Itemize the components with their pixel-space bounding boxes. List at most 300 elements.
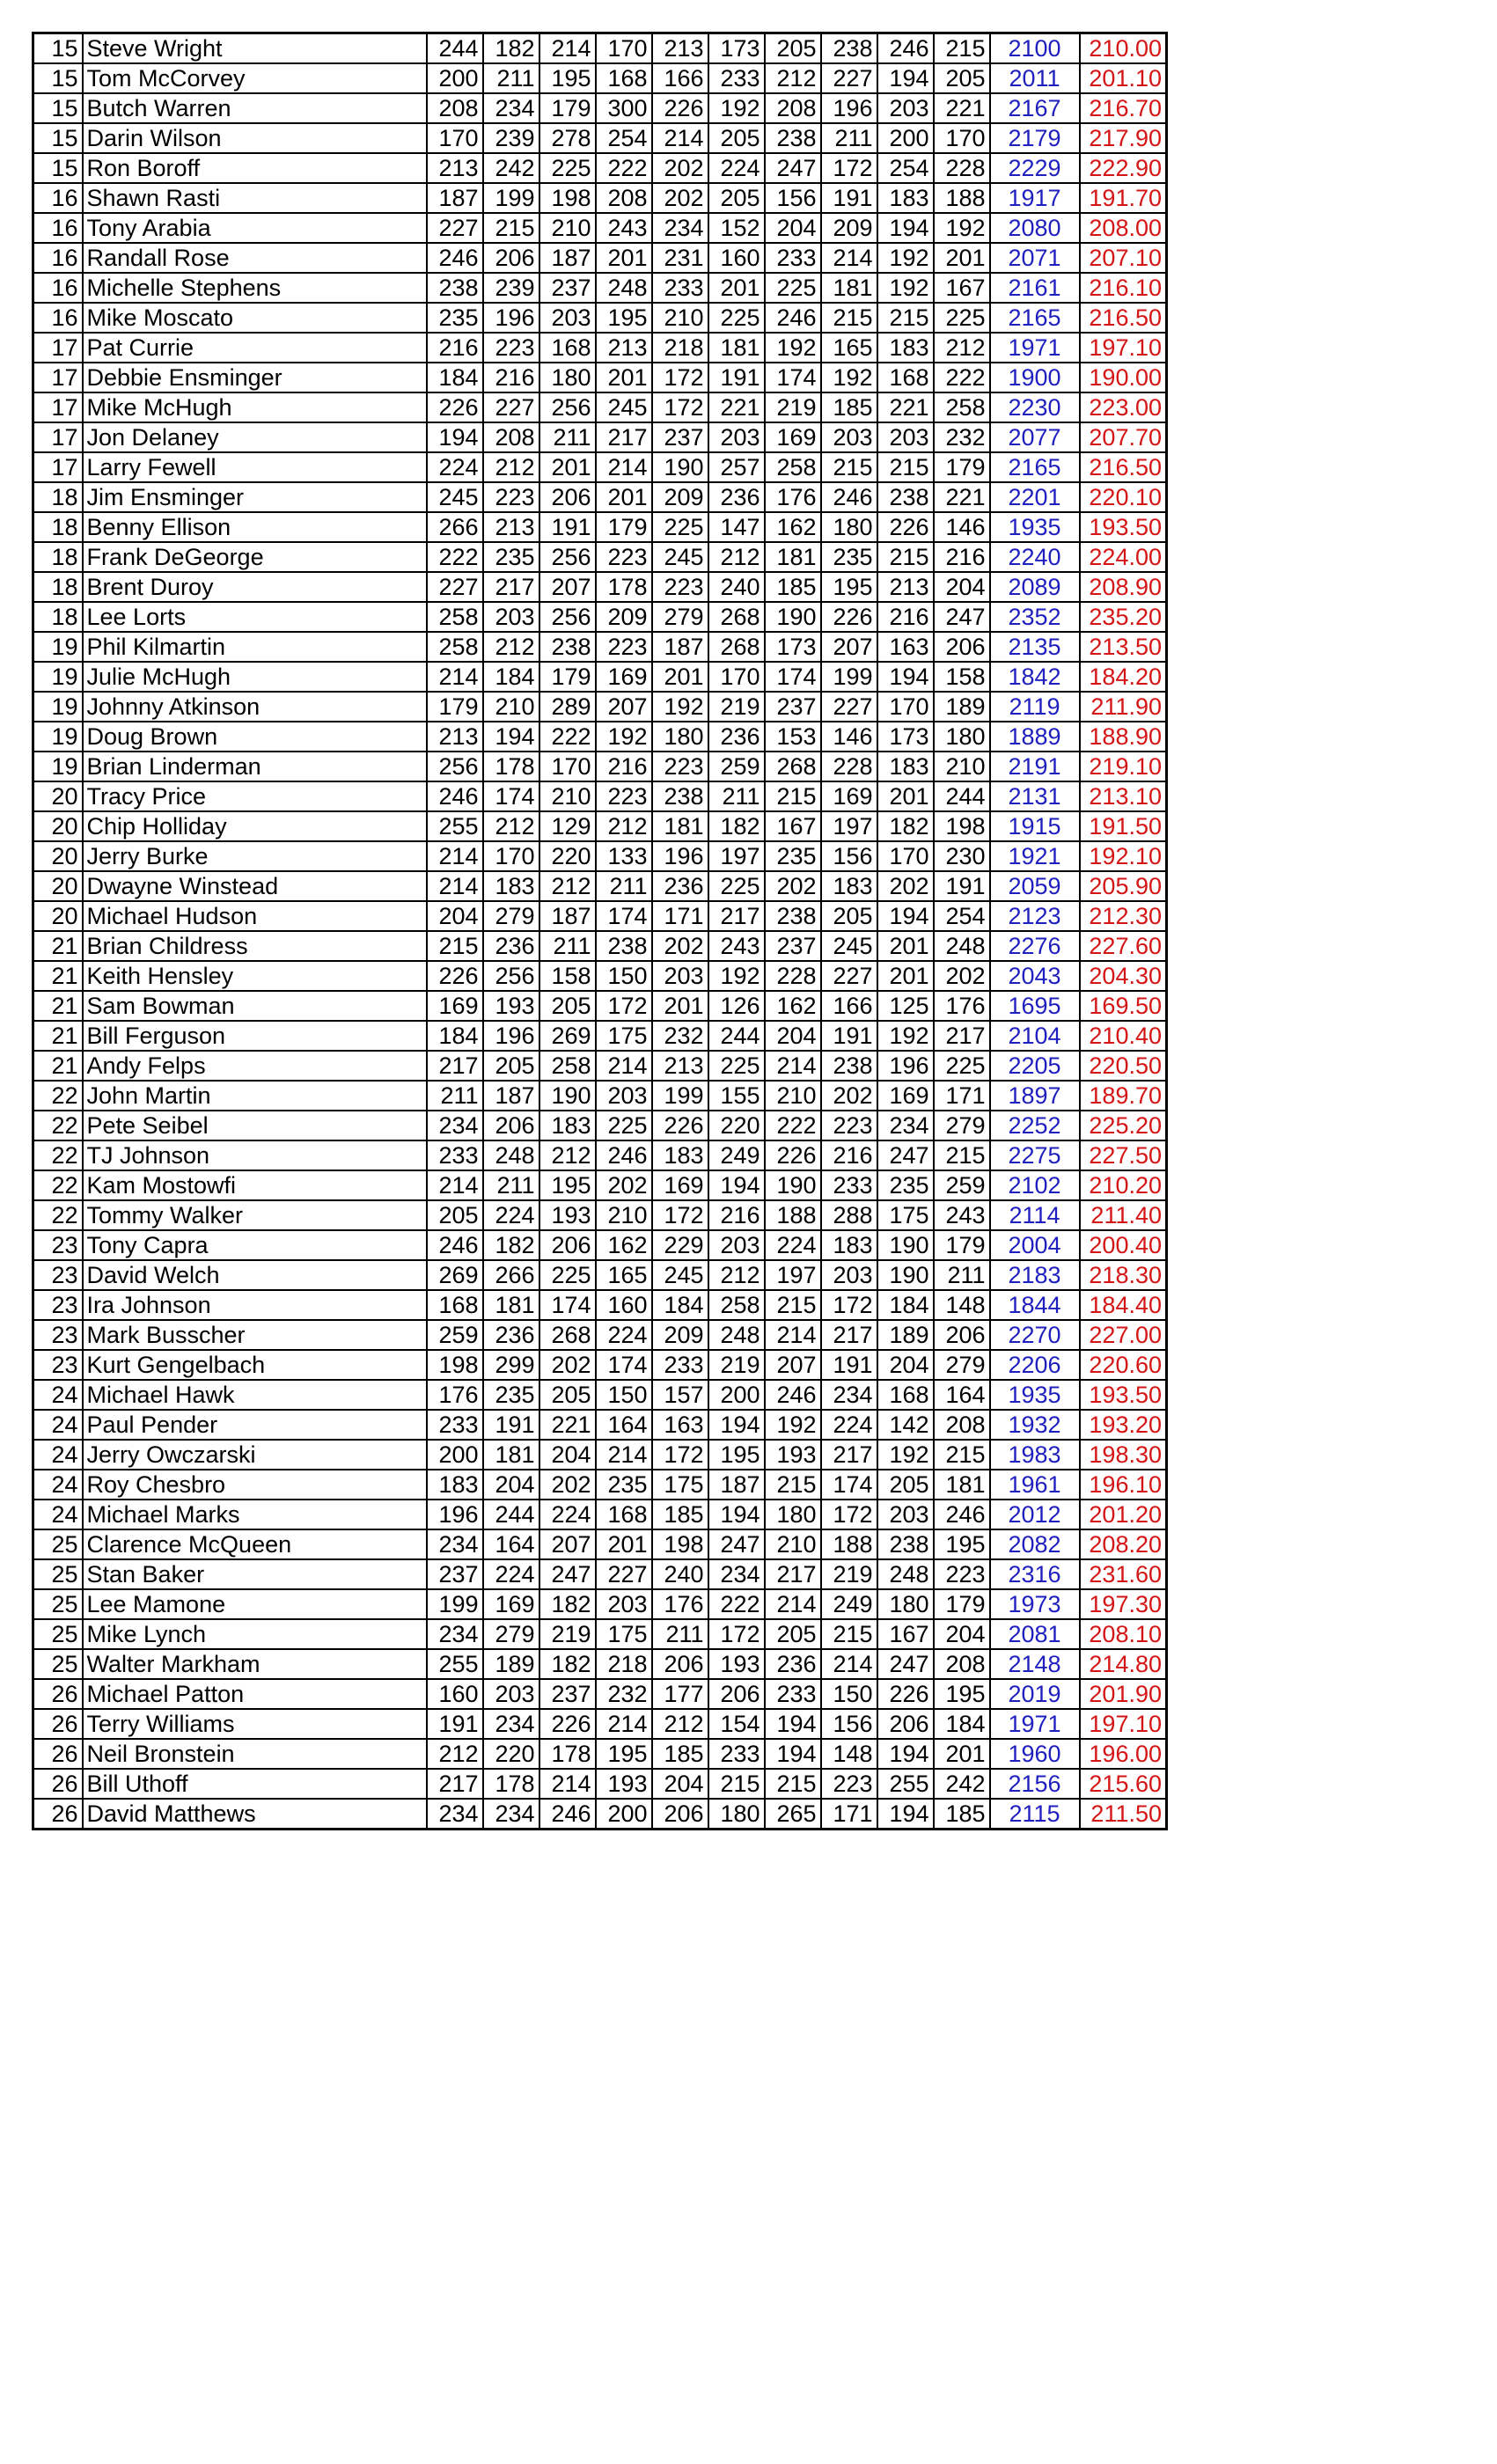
table-row — [33, 482, 1167, 512]
game-score-cell: 240 — [652, 1559, 708, 1589]
game-score-cell: 225 — [539, 153, 596, 183]
game-score-cell: 190 — [652, 452, 708, 482]
game-score-cell: 215 — [877, 452, 934, 482]
game-score-cell: 203 — [652, 961, 708, 991]
game-score-cell: 227 — [596, 1559, 652, 1589]
game-score-cell: 219 — [708, 692, 765, 722]
player-name-cell: Chip Holliday — [83, 811, 427, 841]
game-score-cell: 227 — [483, 392, 539, 422]
rank-cell: 24 — [33, 1500, 83, 1529]
average-score-cell: 213.50 — [1080, 632, 1167, 662]
game-score-cell: 214 — [427, 1170, 483, 1200]
game-score-cell: 237 — [539, 273, 596, 303]
game-score-cell: 200 — [708, 1380, 765, 1410]
game-score-cell: 199 — [427, 1589, 483, 1619]
game-score-cell: 201 — [652, 991, 708, 1021]
rank-cell: 23 — [33, 1350, 83, 1380]
game-score-cell: 233 — [765, 1679, 821, 1709]
game-score-cell: 248 — [877, 1559, 934, 1589]
game-score-cell: 242 — [934, 1769, 990, 1799]
game-score-cell: 225 — [765, 273, 821, 303]
game-score-cell: 217 — [596, 422, 652, 452]
total-score-cell: 2081 — [990, 1619, 1080, 1649]
game-score-cell: 192 — [765, 1410, 821, 1440]
game-score-cell: 236 — [652, 871, 708, 901]
player-name-cell: Julie McHugh — [83, 662, 427, 692]
game-score-cell: 209 — [596, 602, 652, 632]
game-score-cell: 234 — [708, 1559, 765, 1589]
rank-cell: 16 — [33, 243, 83, 273]
game-score-cell: 185 — [652, 1500, 708, 1529]
player-name-cell: Walter Markham — [83, 1649, 427, 1679]
game-score-cell: 176 — [765, 482, 821, 512]
bowling-scores-table — [32, 32, 1168, 1830]
game-score-cell: 150 — [821, 1679, 877, 1709]
total-score-cell: 2229 — [990, 153, 1080, 183]
game-score-cell: 204 — [652, 1769, 708, 1799]
game-score-cell: 183 — [483, 871, 539, 901]
game-score-cell: 222 — [765, 1111, 821, 1140]
game-score-cell: 172 — [652, 392, 708, 422]
game-score-cell: 181 — [821, 273, 877, 303]
total-score-cell: 2104 — [990, 1021, 1080, 1051]
game-score-cell: 214 — [539, 1769, 596, 1799]
average-score-cell: 210.40 — [1080, 1021, 1167, 1051]
total-score-cell: 2082 — [990, 1529, 1080, 1559]
rank-cell: 18 — [33, 512, 83, 542]
game-score-cell: 158 — [934, 662, 990, 692]
game-score-cell: 233 — [427, 1410, 483, 1440]
game-score-cell: 269 — [427, 1260, 483, 1290]
game-score-cell: 211 — [483, 1170, 539, 1200]
game-score-cell: 184 — [427, 363, 483, 392]
game-score-cell: 179 — [539, 93, 596, 123]
game-score-cell: 210 — [765, 1529, 821, 1559]
game-score-cell: 200 — [427, 1440, 483, 1470]
table-row — [33, 1649, 1167, 1679]
game-score-cell: 225 — [934, 303, 990, 333]
game-score-cell: 234 — [427, 1529, 483, 1559]
game-score-cell: 229 — [652, 1230, 708, 1260]
game-score-cell: 299 — [483, 1350, 539, 1380]
game-score-cell: 213 — [596, 333, 652, 363]
player-name-cell: Bill Ferguson — [83, 1021, 427, 1051]
game-score-cell: 202 — [765, 871, 821, 901]
game-score-cell: 206 — [539, 1230, 596, 1260]
game-score-cell: 203 — [877, 93, 934, 123]
game-score-cell: 178 — [596, 572, 652, 602]
rank-cell: 26 — [33, 1739, 83, 1769]
game-score-cell: 171 — [934, 1081, 990, 1111]
game-score-cell: 203 — [596, 1589, 652, 1619]
total-score-cell: 1695 — [990, 991, 1080, 1021]
total-score-cell: 2012 — [990, 1500, 1080, 1529]
game-score-cell: 237 — [427, 1559, 483, 1589]
player-name-cell: Larry Fewell — [83, 452, 427, 482]
rank-cell: 19 — [33, 662, 83, 692]
rank-cell: 16 — [33, 213, 83, 243]
player-name-cell: Roy Chesbro — [83, 1470, 427, 1500]
game-score-cell: 210 — [539, 781, 596, 811]
game-score-cell: 153 — [765, 722, 821, 752]
total-score-cell: 2240 — [990, 542, 1080, 572]
table-row — [33, 363, 1167, 392]
game-score-cell: 258 — [934, 392, 990, 422]
average-score-cell: 201.10 — [1080, 63, 1167, 93]
game-score-cell: 205 — [483, 1051, 539, 1081]
game-score-cell: 202 — [539, 1470, 596, 1500]
game-score-cell: 201 — [877, 931, 934, 961]
player-name-cell: Keith Hensley — [83, 961, 427, 991]
rank-cell: 21 — [33, 1051, 83, 1081]
game-score-cell: 224 — [539, 1500, 596, 1529]
game-score-cell: 265 — [765, 1799, 821, 1830]
game-score-cell: 218 — [652, 333, 708, 363]
game-score-cell: 180 — [821, 512, 877, 542]
average-score-cell: 192.10 — [1080, 841, 1167, 871]
game-score-cell: 197 — [821, 811, 877, 841]
game-score-cell: 126 — [708, 991, 765, 1021]
average-score-cell: 217.90 — [1080, 123, 1167, 153]
game-score-cell: 224 — [708, 153, 765, 183]
table-row — [33, 1619, 1167, 1649]
game-score-cell: 190 — [877, 1260, 934, 1290]
game-score-cell: 192 — [934, 213, 990, 243]
game-score-cell: 206 — [539, 482, 596, 512]
game-score-cell: 222 — [934, 363, 990, 392]
game-score-cell: 174 — [539, 1290, 596, 1320]
game-score-cell: 212 — [708, 542, 765, 572]
player-name-cell: Brent Duroy — [83, 572, 427, 602]
player-name-cell: Phil Kilmartin — [83, 632, 427, 662]
game-score-cell: 206 — [483, 243, 539, 273]
game-score-cell: 239 — [483, 273, 539, 303]
game-score-cell: 215 — [427, 931, 483, 961]
game-score-cell: 191 — [821, 1021, 877, 1051]
game-score-cell: 183 — [877, 183, 934, 213]
table-row — [33, 602, 1167, 632]
game-score-cell: 226 — [652, 1111, 708, 1140]
total-score-cell: 1971 — [990, 1709, 1080, 1739]
average-score-cell: 207.10 — [1080, 243, 1167, 273]
table-row — [33, 303, 1167, 333]
game-score-cell: 223 — [596, 632, 652, 662]
game-score-cell: 180 — [877, 1589, 934, 1619]
game-score-cell: 162 — [765, 512, 821, 542]
player-name-cell: Mike McHugh — [83, 392, 427, 422]
player-name-cell: Brian Linderman — [83, 752, 427, 781]
game-score-cell: 194 — [483, 722, 539, 752]
game-score-cell: 205 — [539, 991, 596, 1021]
game-score-cell: 223 — [596, 542, 652, 572]
total-score-cell: 1983 — [990, 1440, 1080, 1470]
average-score-cell: 208.90 — [1080, 572, 1167, 602]
game-score-cell: 200 — [427, 63, 483, 93]
game-score-cell: 179 — [427, 692, 483, 722]
player-name-cell: Randall Rose — [83, 243, 427, 273]
game-score-cell: 226 — [765, 1140, 821, 1170]
rank-cell: 15 — [33, 33, 83, 64]
game-score-cell: 227 — [427, 572, 483, 602]
player-name-cell: Paul Pender — [83, 1410, 427, 1440]
game-score-cell: 179 — [934, 1230, 990, 1260]
game-score-cell: 196 — [483, 303, 539, 333]
game-score-cell: 177 — [652, 1679, 708, 1709]
total-score-cell: 2183 — [990, 1260, 1080, 1290]
player-name-cell: Doug Brown — [83, 722, 427, 752]
game-score-cell: 152 — [708, 213, 765, 243]
game-score-cell: 279 — [934, 1111, 990, 1140]
game-score-cell: 216 — [877, 602, 934, 632]
player-name-cell: Michael Hawk — [83, 1380, 427, 1410]
game-score-cell: 172 — [708, 1619, 765, 1649]
game-score-cell: 238 — [821, 1051, 877, 1081]
game-score-cell: 225 — [934, 1051, 990, 1081]
game-score-cell: 215 — [765, 1290, 821, 1320]
game-score-cell: 215 — [877, 303, 934, 333]
game-score-cell: 205 — [708, 123, 765, 153]
game-score-cell: 242 — [483, 153, 539, 183]
game-score-cell: 217 — [708, 901, 765, 931]
game-score-cell: 169 — [821, 781, 877, 811]
game-score-cell: 195 — [596, 1739, 652, 1769]
player-name-cell: Sam Bowman — [83, 991, 427, 1021]
game-score-cell: 166 — [821, 991, 877, 1021]
table-row — [33, 1170, 1167, 1200]
game-score-cell: 266 — [483, 1260, 539, 1290]
game-score-cell: 173 — [708, 33, 765, 64]
game-score-cell: 247 — [539, 1559, 596, 1589]
game-score-cell: 148 — [821, 1739, 877, 1769]
game-score-cell: 192 — [596, 722, 652, 752]
game-score-cell: 246 — [427, 781, 483, 811]
table-row — [33, 781, 1167, 811]
table-row — [33, 931, 1167, 961]
game-score-cell: 215 — [821, 303, 877, 333]
game-score-cell: 197 — [765, 1260, 821, 1290]
game-score-cell: 165 — [821, 333, 877, 363]
rank-cell: 16 — [33, 273, 83, 303]
game-score-cell: 279 — [483, 901, 539, 931]
game-score-cell: 244 — [483, 1500, 539, 1529]
game-score-cell: 238 — [539, 632, 596, 662]
game-score-cell: 210 — [934, 752, 990, 781]
game-score-cell: 170 — [934, 123, 990, 153]
game-score-cell: 256 — [539, 602, 596, 632]
rank-cell: 17 — [33, 392, 83, 422]
rank-cell: 25 — [33, 1589, 83, 1619]
game-score-cell: 212 — [539, 871, 596, 901]
game-score-cell: 256 — [483, 961, 539, 991]
game-score-cell: 203 — [877, 1500, 934, 1529]
game-score-cell: 222 — [539, 722, 596, 752]
game-score-cell: 199 — [652, 1081, 708, 1111]
game-score-cell: 212 — [483, 811, 539, 841]
game-score-cell: 210 — [539, 213, 596, 243]
total-score-cell: 1932 — [990, 1410, 1080, 1440]
game-score-cell: 245 — [652, 1260, 708, 1290]
rank-cell: 23 — [33, 1260, 83, 1290]
game-score-cell: 202 — [539, 1350, 596, 1380]
game-score-cell: 254 — [596, 123, 652, 153]
game-score-cell: 192 — [708, 961, 765, 991]
game-score-cell: 168 — [877, 1380, 934, 1410]
game-score-cell: 240 — [708, 572, 765, 602]
game-score-cell: 171 — [821, 1799, 877, 1830]
player-name-cell: Andy Felps — [83, 1051, 427, 1081]
game-score-cell: 213 — [652, 1051, 708, 1081]
game-score-cell: 181 — [652, 811, 708, 841]
game-score-cell: 195 — [821, 572, 877, 602]
game-score-cell: 196 — [821, 93, 877, 123]
rank-cell: 21 — [33, 991, 83, 1021]
game-score-cell: 156 — [821, 1709, 877, 1739]
table-row — [33, 991, 1167, 1021]
game-score-cell: 129 — [539, 811, 596, 841]
game-score-cell: 234 — [483, 1709, 539, 1739]
game-score-cell: 238 — [877, 482, 934, 512]
table-row — [33, 572, 1167, 602]
table-row — [33, 243, 1167, 273]
total-score-cell: 2011 — [990, 63, 1080, 93]
table-row — [33, 901, 1167, 931]
game-score-cell: 204 — [427, 901, 483, 931]
average-score-cell: 190.00 — [1080, 363, 1167, 392]
game-score-cell: 256 — [539, 392, 596, 422]
game-score-cell: 258 — [708, 1290, 765, 1320]
game-score-cell: 192 — [708, 93, 765, 123]
game-score-cell: 192 — [877, 243, 934, 273]
game-score-cell: 160 — [708, 243, 765, 273]
game-score-cell: 248 — [934, 931, 990, 961]
game-score-cell: 244 — [427, 33, 483, 64]
game-score-cell: 169 — [483, 1589, 539, 1619]
player-name-cell: Benny Ellison — [83, 512, 427, 542]
game-score-cell: 279 — [652, 602, 708, 632]
game-score-cell: 198 — [427, 1350, 483, 1380]
game-score-cell: 255 — [427, 1649, 483, 1679]
game-score-cell: 206 — [877, 1709, 934, 1739]
total-score-cell: 2089 — [990, 572, 1080, 602]
game-score-cell: 211 — [596, 871, 652, 901]
rank-cell: 25 — [33, 1619, 83, 1649]
total-score-cell: 2352 — [990, 602, 1080, 632]
table-row — [33, 392, 1167, 422]
game-score-cell: 195 — [708, 1440, 765, 1470]
game-score-cell: 190 — [877, 1230, 934, 1260]
rank-cell: 16 — [33, 183, 83, 213]
game-score-cell: 174 — [821, 1470, 877, 1500]
game-score-cell: 233 — [765, 243, 821, 273]
game-score-cell: 191 — [708, 363, 765, 392]
game-score-cell: 258 — [539, 1051, 596, 1081]
table-row — [33, 1021, 1167, 1051]
player-name-cell: Lee Lorts — [83, 602, 427, 632]
table-row — [33, 183, 1167, 213]
table-row — [33, 752, 1167, 781]
game-score-cell: 183 — [821, 1230, 877, 1260]
average-score-cell: 216.50 — [1080, 303, 1167, 333]
game-score-cell: 156 — [821, 841, 877, 871]
game-score-cell: 225 — [708, 303, 765, 333]
game-score-cell: 168 — [596, 1500, 652, 1529]
game-score-cell: 204 — [934, 1619, 990, 1649]
rank-cell: 23 — [33, 1230, 83, 1260]
game-score-cell: 207 — [821, 632, 877, 662]
game-score-cell: 247 — [877, 1140, 934, 1170]
average-score-cell: 219.10 — [1080, 752, 1167, 781]
game-score-cell: 213 — [652, 33, 708, 64]
game-score-cell: 235 — [483, 1380, 539, 1410]
average-score-cell: 218.30 — [1080, 1260, 1167, 1290]
player-name-cell: Jerry Owczarski — [83, 1440, 427, 1470]
average-score-cell: 210.00 — [1080, 33, 1167, 64]
table-row — [33, 811, 1167, 841]
player-name-cell: Michael Patton — [83, 1679, 427, 1709]
game-score-cell: 238 — [765, 901, 821, 931]
game-score-cell: 256 — [427, 752, 483, 781]
game-score-cell: 174 — [765, 363, 821, 392]
game-score-cell: 203 — [821, 1260, 877, 1290]
game-score-cell: 205 — [821, 901, 877, 931]
rank-cell: 15 — [33, 63, 83, 93]
game-score-cell: 233 — [427, 1140, 483, 1170]
game-score-cell: 224 — [427, 452, 483, 482]
table-row — [33, 632, 1167, 662]
game-score-cell: 234 — [652, 213, 708, 243]
average-score-cell: 214.80 — [1080, 1649, 1167, 1679]
game-score-cell: 195 — [539, 1170, 596, 1200]
game-score-cell: 234 — [427, 1799, 483, 1830]
game-score-cell: 190 — [765, 1170, 821, 1200]
table-row — [33, 1260, 1167, 1290]
game-score-cell: 248 — [708, 1320, 765, 1350]
game-score-cell: 187 — [483, 1081, 539, 1111]
game-score-cell: 200 — [877, 123, 934, 153]
game-score-cell: 214 — [427, 871, 483, 901]
game-score-cell: 215 — [483, 213, 539, 243]
player-name-cell: Johnny Atkinson — [83, 692, 427, 722]
game-score-cell: 190 — [765, 602, 821, 632]
game-score-cell: 170 — [877, 841, 934, 871]
game-score-cell: 215 — [765, 1470, 821, 1500]
game-score-cell: 246 — [765, 1380, 821, 1410]
rank-cell: 19 — [33, 692, 83, 722]
game-score-cell: 220 — [483, 1739, 539, 1769]
game-score-cell: 193 — [539, 1200, 596, 1230]
average-score-cell: 193.50 — [1080, 512, 1167, 542]
game-score-cell: 160 — [427, 1679, 483, 1709]
average-score-cell: 201.90 — [1080, 1679, 1167, 1709]
game-score-cell: 194 — [427, 422, 483, 452]
game-score-cell: 216 — [821, 1140, 877, 1170]
game-score-cell: 208 — [596, 183, 652, 213]
total-score-cell: 2043 — [990, 961, 1080, 991]
game-score-cell: 214 — [652, 123, 708, 153]
game-score-cell: 192 — [877, 1440, 934, 1470]
game-score-cell: 227 — [821, 692, 877, 722]
game-score-cell: 203 — [877, 422, 934, 452]
game-score-cell: 170 — [427, 123, 483, 153]
game-score-cell: 223 — [821, 1769, 877, 1799]
rank-cell: 17 — [33, 363, 83, 392]
average-score-cell: 216.10 — [1080, 273, 1167, 303]
game-score-cell: 226 — [821, 602, 877, 632]
game-score-cell: 172 — [596, 991, 652, 1021]
game-score-cell: 215 — [821, 452, 877, 482]
average-score-cell: 225.20 — [1080, 1111, 1167, 1140]
game-score-cell: 170 — [483, 841, 539, 871]
